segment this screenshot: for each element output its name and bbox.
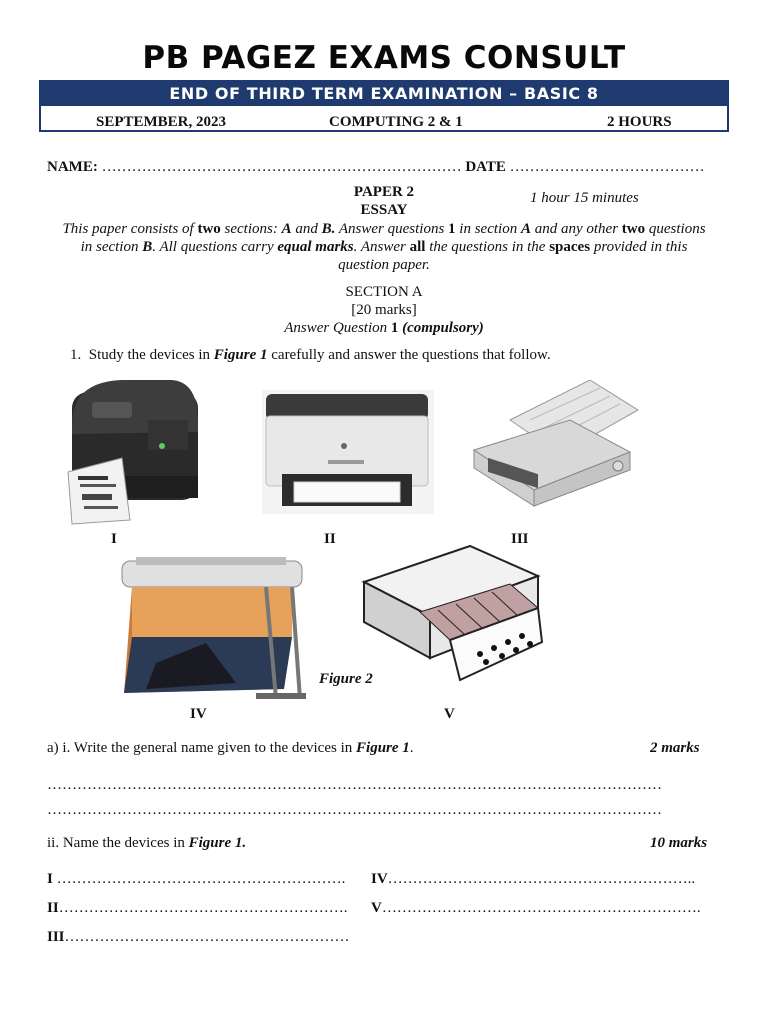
paper-label: PAPER 2: [353, 184, 415, 200]
answer-row-v[interactable]: V……………………………………………………….: [371, 900, 701, 916]
exam-duration: 2 HOURS: [607, 114, 672, 130]
date-field[interactable]: …………………………………: [509, 159, 705, 175]
section-instruction: Answer Question 1 (compulsory): [284, 320, 484, 336]
question-a-i: a) i. Write the general name given to the devices in Figure 1.: [47, 740, 414, 756]
name-label: NAME:: [47, 159, 98, 175]
dot-matrix-printer-image: [470, 380, 640, 510]
exam-banner: [39, 80, 729, 132]
figure-label-ii: II: [324, 531, 336, 547]
paper-time: 1 hour 15 minutes: [530, 190, 639, 206]
question-1: 1. Study the devices in Figure 1 carefully and answer the questions that follow.: [70, 347, 551, 363]
figure-label-i: I: [111, 531, 117, 547]
exam-title: PB PAGEZ EXAMS CONSULT: [142, 40, 626, 76]
figure-caption: Figure 2: [319, 671, 373, 687]
label-printer-image: [52, 372, 204, 528]
figure-label-iv: IV: [190, 706, 207, 722]
answer-row-ii[interactable]: II………………………………………………….: [47, 900, 348, 916]
answer-row-iv[interactable]: IV……………………………………………………..: [371, 871, 696, 887]
figure-label-iii: III: [511, 531, 529, 547]
exam-subject: COMPUTING 2 & 1: [329, 114, 463, 130]
answer-row-i[interactable]: I ………………………………………………….: [47, 871, 346, 887]
exam-date: SEPTEMBER, 2023: [96, 114, 227, 130]
answer-line-2[interactable]: ……………………………………………………………………………………………………………: [47, 802, 662, 818]
instructions-line-3: question paper.: [338, 257, 430, 273]
question-a-i-marks: 2 marks: [650, 740, 700, 756]
plotter-image: [116, 553, 308, 701]
question-a-ii: ii. Name the devices in Figure 1.: [47, 835, 247, 851]
instructions: [20, 220, 748, 274]
answer-row-iii[interactable]: III…………………………………………………: [47, 929, 350, 945]
instructions-line-2: in section B. All questions carry equal marks. Answer all the questions in the spaces provided in this: [80, 239, 688, 255]
laser-printer-image: [262, 390, 434, 514]
essay-label: ESSAY: [360, 202, 408, 218]
date-label: DATE: [465, 159, 506, 175]
section-title: SECTION A: [345, 284, 423, 300]
instructions-line-1: This paper consists of two sections: A and B. Answer questions 1 in section A and any other two questions: [62, 221, 706, 237]
inkjet-printer-image: [360, 542, 546, 688]
name-date-line: [47, 159, 727, 176]
answer-line-1[interactable]: ……………………………………………………………………………………………………………: [47, 777, 662, 793]
question-a-ii-marks: 10 marks: [650, 835, 708, 851]
figure-label-v: V: [444, 706, 455, 722]
name-field[interactable]: ………………………………………………………………: [101, 159, 462, 175]
section-marks: [20 marks]: [351, 302, 417, 318]
banner-heading: END OF THIRD TERM EXAMINATION – BASIC 8: [41, 82, 727, 106]
